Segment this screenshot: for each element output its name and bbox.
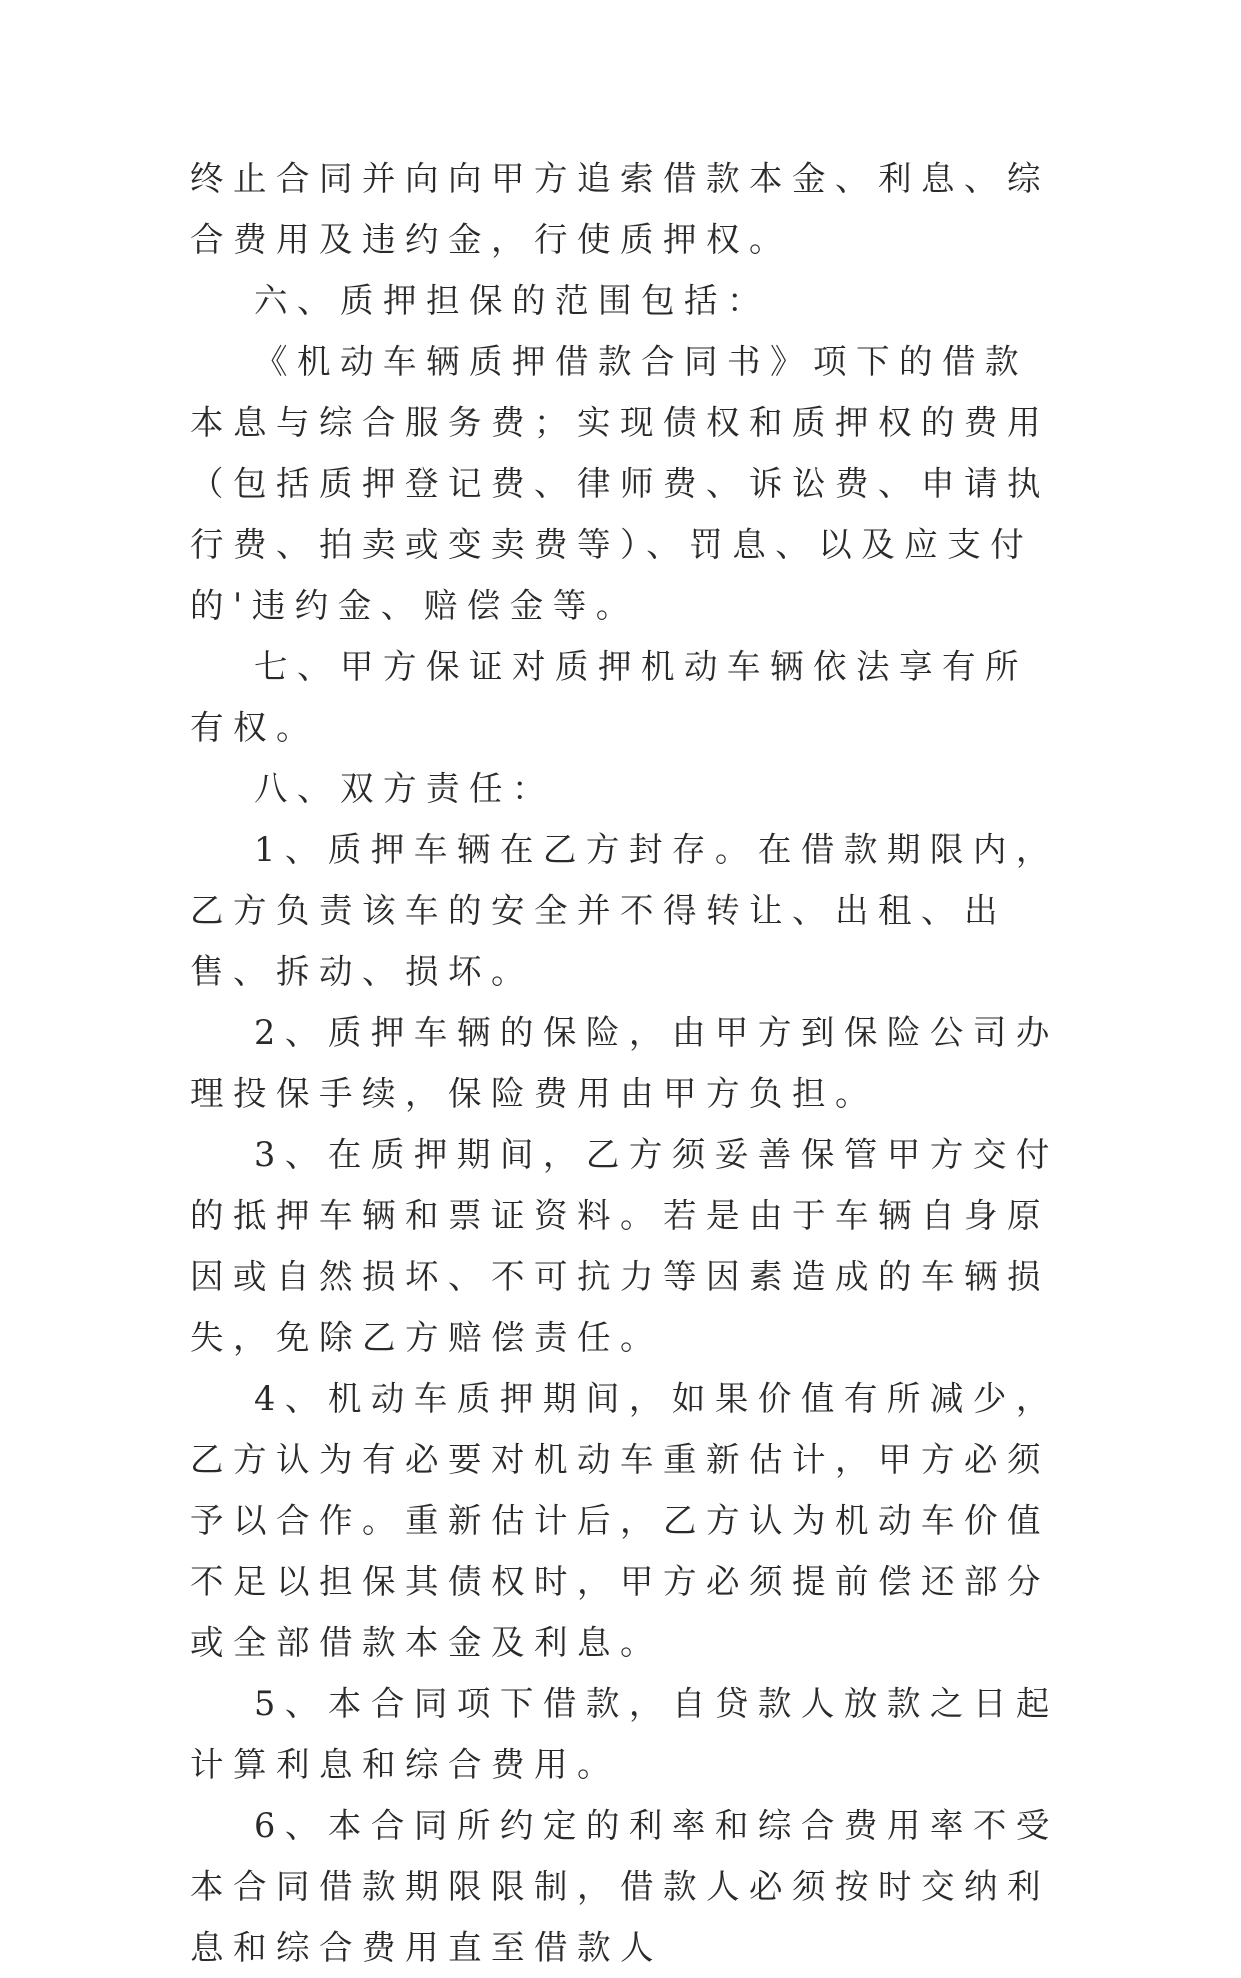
document-body <box>190 148 1070 1978</box>
clause-3: 3、在质押期间，乙方须妥善保管甲方交付的抵押车辆和票证资料。若是由于车辆自身原因或自然损坏、不可抗力等因素造成的车辆损失，免除乙方赔偿责任。 <box>190 1135 1059 1357</box>
clause-4: 4、机动车质押期间，如果价值有所减少，乙方认为有必要对机动车重新估计，甲方必须予以合作。重新估计后，乙方认为机动车价值不足以担保其债权时，甲方必须提前偿还部分或全部借款本金及利息。 <box>190 1379 1059 1662</box>
section-seven-heading: 七、甲方保证对质押机动车辆依法享有所有权。 <box>190 647 1028 747</box>
clause-5: 5、本合同项下借款，自贷款人放款之日起计算利息和综合费用。 <box>190 1684 1059 1784</box>
paragraph-termination: 终止合同并向向甲方追索借款本金、利息、综合费用及违约金，行使质押权。 <box>190 159 1050 259</box>
section-six-heading: 六、质押担保的范围包括： <box>254 281 770 320</box>
clause-2: 2、质押车辆的保险，由甲方到保险公司办理投保手续，保险费用由甲方负担。 <box>190 1013 1059 1113</box>
paragraph-guarantee-scope: 《机动车辆质押借款合同书》项下的借款本息与综合服务费；实现债权和质押权的费用（包括质押登记费、律师费、诉讼费、申请执行费、拍卖或变卖费等）、罚息、以及应支付的'违约金、赔偿金等。 <box>190 342 1050 625</box>
section-eight-heading: 八、双方责任： <box>254 769 555 808</box>
clause-6: 6、本合同所约定的利率和综合费用率不受本合同借款期限限制，借款人必须按时交纳利息和综合费用直至借款人 <box>190 1806 1059 1967</box>
clause-1: 1、质押车辆在乙方封存。在借款期限内，乙方负责该车的安全并不得转让、出租、出售、拆动、损坏。 <box>190 830 1059 991</box>
